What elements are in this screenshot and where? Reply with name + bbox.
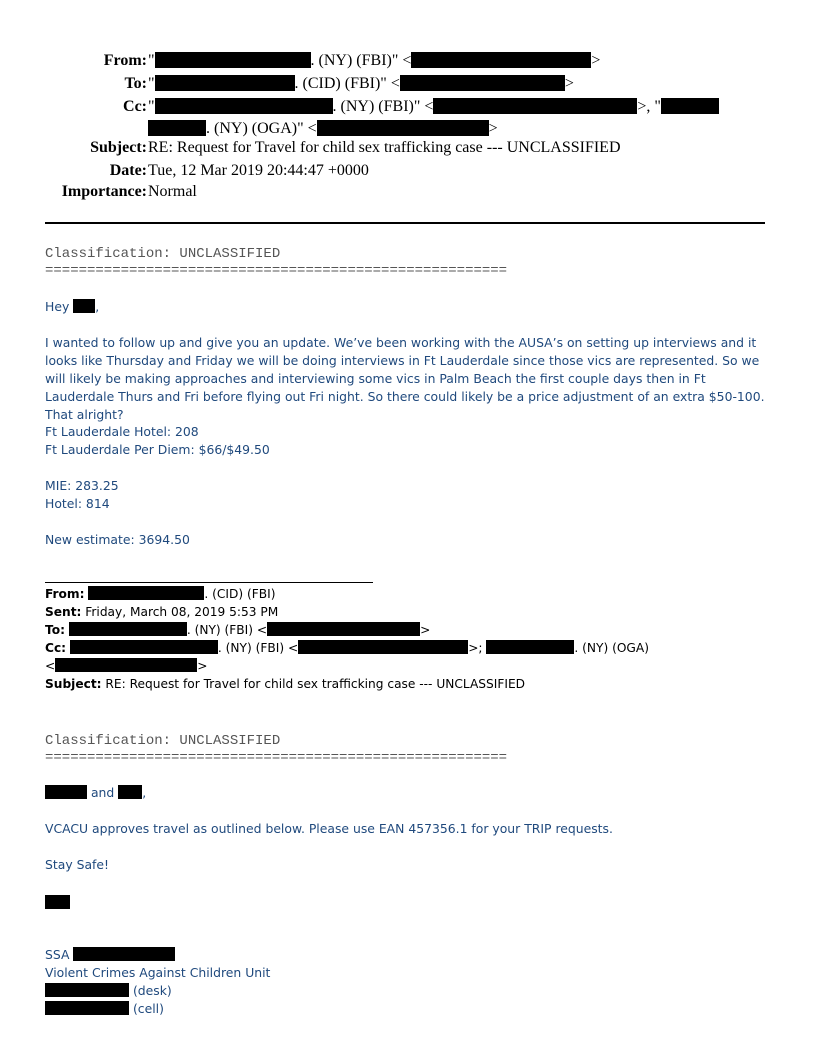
header-importance-row	[0, 181, 816, 203]
classification-banner-2: Classification: UNCLASSIFIED	[45, 733, 281, 749]
greeting-comma-2: ,	[142, 785, 147, 800]
hotel-total-line: Hotel: 814	[45, 496, 110, 511]
header-to-row	[0, 73, 816, 95]
redaction-block	[661, 98, 719, 114]
cc-org-2: . (NY) (OGA)" <	[206, 120, 317, 137]
date-value: Tue, 12 Mar 2019 20:44:47 +0000	[148, 162, 369, 179]
to-value	[148, 73, 574, 95]
greeting-2	[45, 784, 775, 802]
fwd-subject-label: Subject:	[45, 677, 102, 691]
header-cc-row	[0, 96, 816, 118]
redaction-block	[88, 586, 204, 600]
redaction-block	[433, 98, 637, 114]
classification-separator-2: =======================================================	[45, 750, 508, 766]
cc-sep: >, "	[637, 98, 661, 115]
cc-quote: "	[148, 98, 155, 115]
cc-label: Cc:	[123, 98, 147, 115]
classification-banner: Classification: UNCLASSIFIED	[45, 246, 281, 262]
redaction-block	[155, 52, 311, 68]
fwd-cc-row-2	[45, 657, 207, 675]
fwd-sent-value: Friday, March 08, 2019 5:53 PM	[85, 605, 279, 619]
header-date-row	[0, 160, 816, 182]
sig-desk-text: (desk)	[132, 983, 172, 998]
update-paragraph: I wanted to follow up and give you an update. We’ve been working with the AUSA’s on setting up interviews and it looks like Thursday and Friday we will be doing interviews in Ft Lauderdale since those vics are represented. So we will likely be making approaches and interviewing some vics in Palm Beach the first couple days then in Ft Lauderdale Thurs and Fri before flying out Fri night. So there could likely be a price adjustment of an extra $50-100. That alright?	[45, 335, 765, 422]
header-from-row	[0, 50, 816, 72]
fwd-to-close: >	[420, 623, 431, 637]
fwd-cc-close: >	[197, 659, 208, 673]
fwd-to-label: To:	[45, 623, 65, 637]
redaction-block	[45, 983, 129, 997]
fwd-cc-open: <	[45, 659, 56, 673]
redaction-block	[486, 640, 574, 654]
importance-value: Normal	[148, 183, 197, 200]
cc-close: >	[488, 120, 498, 137]
fwd-subject-row	[45, 675, 525, 693]
forward-divider	[45, 582, 373, 583]
signature-desk	[45, 982, 775, 1000]
redaction-block	[69, 622, 187, 636]
to-org: . (CID) (FBI)" <	[294, 75, 400, 92]
header-subject-row	[0, 137, 816, 159]
hotel-line: Ft Lauderdale Hotel: 208	[45, 424, 199, 439]
per-diem-line: Ft Lauderdale Per Diem: $66/$49.50	[45, 442, 270, 457]
estimate-line: New estimate: 3694.50	[45, 532, 190, 547]
to-label: To:	[124, 75, 147, 92]
fwd-sent-label: Sent:	[45, 605, 82, 619]
from-value	[148, 50, 600, 72]
fwd-cc-value-2: . (NY) (OGA)	[574, 641, 649, 655]
subject-value: RE: Request for Travel for child sex trafficking case --- UNCLASSIFIED	[148, 139, 621, 156]
date-label: Date:	[109, 162, 147, 179]
redaction-block	[73, 299, 95, 313]
redaction-block	[155, 98, 333, 114]
greeting-and: and	[90, 785, 115, 800]
greeting-text: Hey	[45, 299, 70, 314]
redaction-block	[73, 947, 175, 961]
email-header	[0, 50, 816, 210]
fwd-to-value: . (NY) (FBI) <	[186, 623, 268, 637]
from-close: >	[591, 52, 601, 69]
approval-line: VCACU approves travel as outlined below. Please use EAN 457356.1 for your TRIP requests.	[45, 821, 613, 836]
redaction-block	[45, 1001, 129, 1015]
fwd-cc-row	[45, 639, 649, 657]
signature-cell	[45, 1000, 775, 1018]
fwd-cc-label: Cc:	[45, 641, 67, 655]
fwd-cc-value: . (NY) (FBI) <	[217, 641, 299, 655]
sig-title-text: SSA	[45, 947, 70, 962]
redaction-block	[317, 120, 489, 136]
redaction-block	[400, 75, 565, 91]
to-close: >	[564, 75, 574, 92]
fwd-from-value: . (CID) (FBI)	[204, 587, 276, 601]
redaction-block	[148, 120, 206, 136]
fwd-subject-value: RE: Request for Travel for child sex trafficking case --- UNCLASSIFIED	[105, 677, 526, 691]
fwd-cc-sep: >;	[468, 641, 483, 655]
redaction-block	[45, 785, 87, 799]
from-org: . (NY) (FBI)" <	[310, 52, 412, 69]
cc-value	[148, 96, 719, 118]
header-divider	[45, 222, 765, 224]
closing-line: Stay Safe!	[45, 857, 109, 872]
redaction-block	[411, 52, 591, 68]
fwd-sent-row	[45, 603, 278, 621]
redaction-block	[298, 640, 468, 654]
signature-initials-redaction	[45, 895, 70, 909]
greeting	[45, 298, 775, 316]
subject-label: Subject:	[90, 139, 147, 156]
signature-title	[45, 946, 775, 964]
greeting-comma: ,	[95, 299, 100, 314]
redaction-block	[155, 75, 295, 91]
redaction-block	[55, 658, 197, 672]
from-quote: "	[148, 52, 155, 69]
from-label: From:	[103, 52, 147, 69]
cc-org: . (NY) (FBI)" <	[332, 98, 434, 115]
to-quote: "	[148, 75, 155, 92]
signature-unit: Violent Crimes Against Children Unit	[45, 965, 271, 980]
fwd-from-row	[45, 585, 276, 603]
fwd-to-row	[45, 621, 430, 639]
classification-separator: =======================================================	[45, 263, 508, 279]
redaction-block	[267, 622, 420, 636]
redaction-block	[70, 640, 218, 654]
sig-cell-text: (cell)	[132, 1001, 164, 1016]
redaction-block	[118, 785, 142, 799]
importance-label: Importance:	[61, 183, 147, 200]
fwd-from-label: From:	[45, 587, 85, 601]
mie-line: MIE: 283.25	[45, 478, 119, 493]
